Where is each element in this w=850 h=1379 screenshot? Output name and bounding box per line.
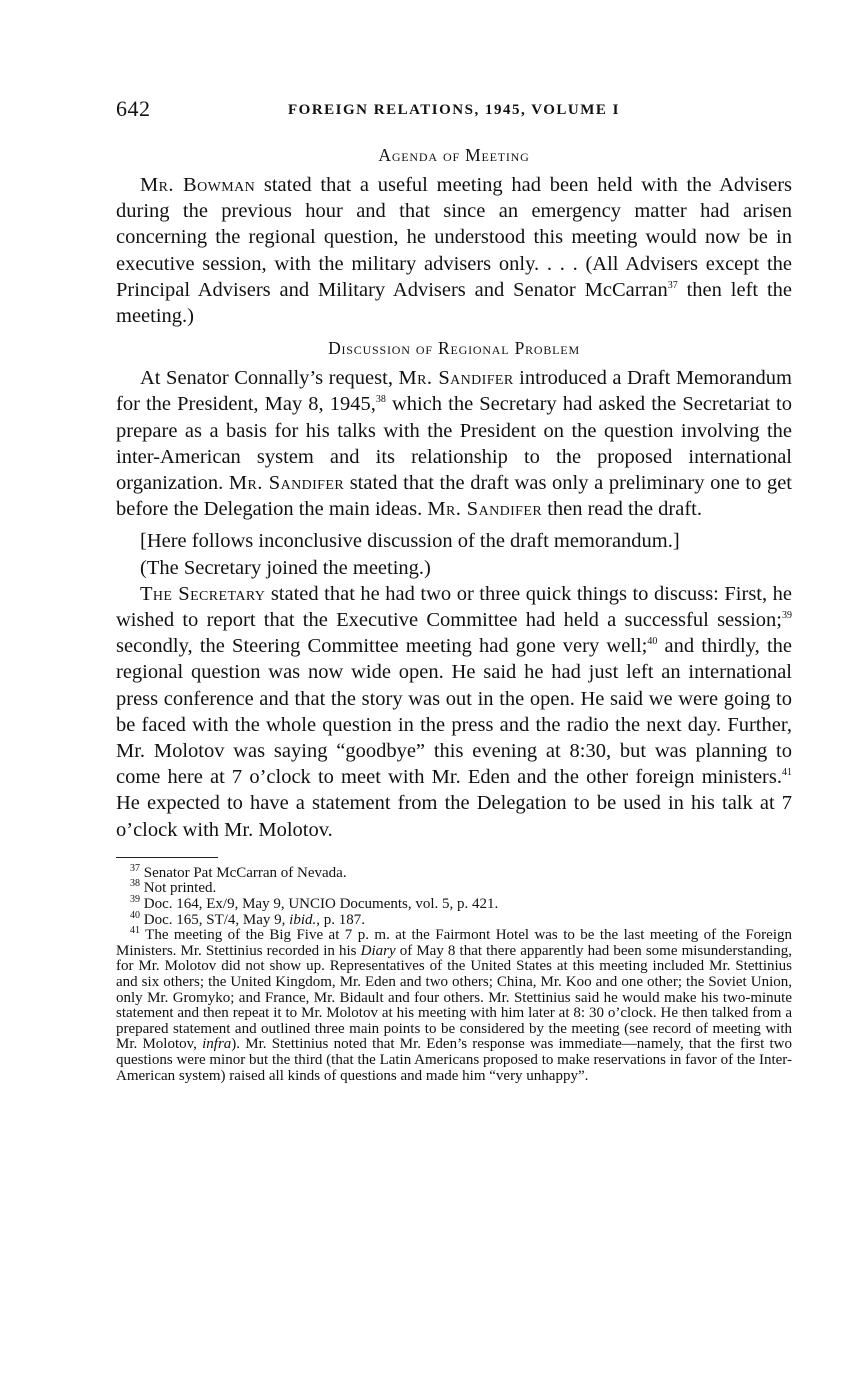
footnote-divider bbox=[116, 857, 218, 858]
footnote-mark: 40 bbox=[130, 909, 140, 921]
footnote-mark: 37 bbox=[130, 862, 140, 874]
footnote-ref[interactable]: 40 bbox=[647, 636, 658, 648]
footnote-40 bbox=[116, 909, 792, 929]
paragraph-text: stated that a useful meeting had been held with the Advisers during the previous hour and that since an emergency matter had arisen concerning the regional question, he understood this meeting would now be in executive session, with the military advisers only. . . . (All Advisers except the Principal Advisers and Military Advisers and Senator McCarran bbox=[116, 174, 792, 301]
footnote-37 bbox=[116, 862, 792, 882]
footnote-ref[interactable]: 41 bbox=[782, 767, 792, 779]
paragraph-text: then read the draft. bbox=[542, 498, 702, 521]
paragraph-sandifer bbox=[116, 365, 792, 522]
footnote-text: The meeting of the Big Five at 7 p. m. at the Fairmont Hotel was to be the last meeting of the Foreign Ministers. Mr. Stettinius recorded in his bbox=[116, 927, 792, 959]
footnote-mark: 38 bbox=[130, 878, 140, 890]
paragraph-text: At Senator Connally’s request, bbox=[140, 367, 399, 390]
paragraph-secretary-joined: (The Secretary joined the meeting.) bbox=[140, 556, 431, 579]
footnote-41 bbox=[116, 925, 792, 1084]
speaker-name: Mr. Sandifer bbox=[228, 472, 345, 495]
footnote-ref[interactable]: 38 bbox=[375, 394, 386, 406]
footnote-38 bbox=[116, 878, 792, 897]
paragraph-text: then left the meeting.) bbox=[116, 278, 793, 328]
footnotes bbox=[116, 862, 792, 1084]
footnote-text: Doc. 164, Ex/9, May 9, UNCIO Documents, vol. 5, p. 421. bbox=[140, 896, 499, 913]
speaker-name: Mr. Sandifer bbox=[398, 367, 514, 390]
paragraph-text: which the Secretary had asked the Secretariat to prepare as a basis for his talks with the President on the question involving the inter-American system and its relationship to the proposed international organization. bbox=[116, 393, 792, 495]
paragraph-text: introduced a Draft Memorandum for the President, May 8, 1945, bbox=[116, 367, 793, 416]
footnote-ref[interactable]: 39 bbox=[782, 610, 792, 622]
footnote-text: Not printed. bbox=[140, 880, 217, 897]
paragraph-editorial-note: [Here follows inconclusive discussion of the draft memorandum.] bbox=[140, 530, 680, 553]
paragraph-text: secondly, the Steering Committee meeting had gone very well; bbox=[116, 635, 648, 658]
paragraph-secretary bbox=[116, 581, 792, 843]
paragraph-text: stated that he had two or three quick things to discuss: First, he wished to report that the Executive Committee had held a successful session; bbox=[116, 582, 792, 632]
paragraph-text: He expected to have a statement from the Delegation to be used in his talk at 7 o’clock with Mr. Molotov. bbox=[116, 792, 792, 841]
speaker-name: Mr. Sandifer bbox=[427, 498, 543, 521]
section-heading-regional: Discussion of Regional Problem bbox=[328, 338, 580, 359]
footnote-text: , p. 187. bbox=[316, 911, 366, 928]
section-heading-agenda: Agenda of Meeting bbox=[378, 145, 530, 165]
page-number: 642 bbox=[116, 96, 151, 121]
paragraph-bowman bbox=[116, 172, 792, 329]
page-body bbox=[116, 142, 792, 1084]
speaker-name: The Secretary bbox=[140, 582, 266, 605]
footnote-39 bbox=[116, 894, 792, 913]
footnote-mark: 39 bbox=[130, 894, 140, 906]
running-title: FOREIGN RELATIONS, 1945, VOLUME I bbox=[287, 102, 621, 118]
paragraph-text: and thirdly, the regional question was now wide open. He said he had just left an international press conference and that the story was out in the open. He said we were going to be faced with the whole question in the press and the radio the next day. Further, Mr. Molotov was saying “goodbye” this evening at 8:30, but was planning to come here at 7 o’clock to meet with Mr. Eden and the other foreign ministers. bbox=[116, 635, 792, 789]
speaker-name: Mr. Bowman bbox=[140, 174, 256, 196]
footnote-ref[interactable]: 37 bbox=[667, 279, 678, 291]
page-header bbox=[116, 96, 792, 128]
footnote-text: of May 8 that there apparently had been some misunderstanding, for Mr. Molotov did not show up. Representatives of the United States at this meeting included Mr. Stettinius and six others; the United Kingdom, Mr. Eden and two others; China, Mr. Koo and one other; the Soviet Union, only Mr. Gromyko; and France, Mr. Bidault and four others. Mr. Stettinius said he would make his two-minute statement and then repeat it to Mr. Molotov at his meeting with him later at 8: 30 o’clock. He then talked from a prepared statement and outlined three main points to be considered by the meeting (see record of meeting with Mr. Molotov, bbox=[116, 942, 792, 1053]
footnote-text: ). Mr. Stettinius noted that Mr. Eden’s response was immediate—namely, that the first two questions were minor but the third (that the Latin Americans proposed to make reservations in favor of the Inter-American system) raised all kinds of questions and made him “very unhappy”. bbox=[116, 1036, 792, 1084]
footnote-italic: ibid. bbox=[289, 911, 317, 928]
footnote-italic: Diary bbox=[360, 942, 396, 959]
footnote-italic: infra bbox=[202, 1036, 232, 1053]
footnote-text: Doc. 165, ST/4, May 9, bbox=[140, 911, 290, 928]
footnote-mark: 41 bbox=[130, 925, 140, 937]
footnote-text: Senator Pat McCarran of Nevada. bbox=[140, 864, 347, 881]
paragraph-text: stated that the draft was only a preliminary one to get before the Delegation the main ideas. bbox=[116, 472, 793, 521]
